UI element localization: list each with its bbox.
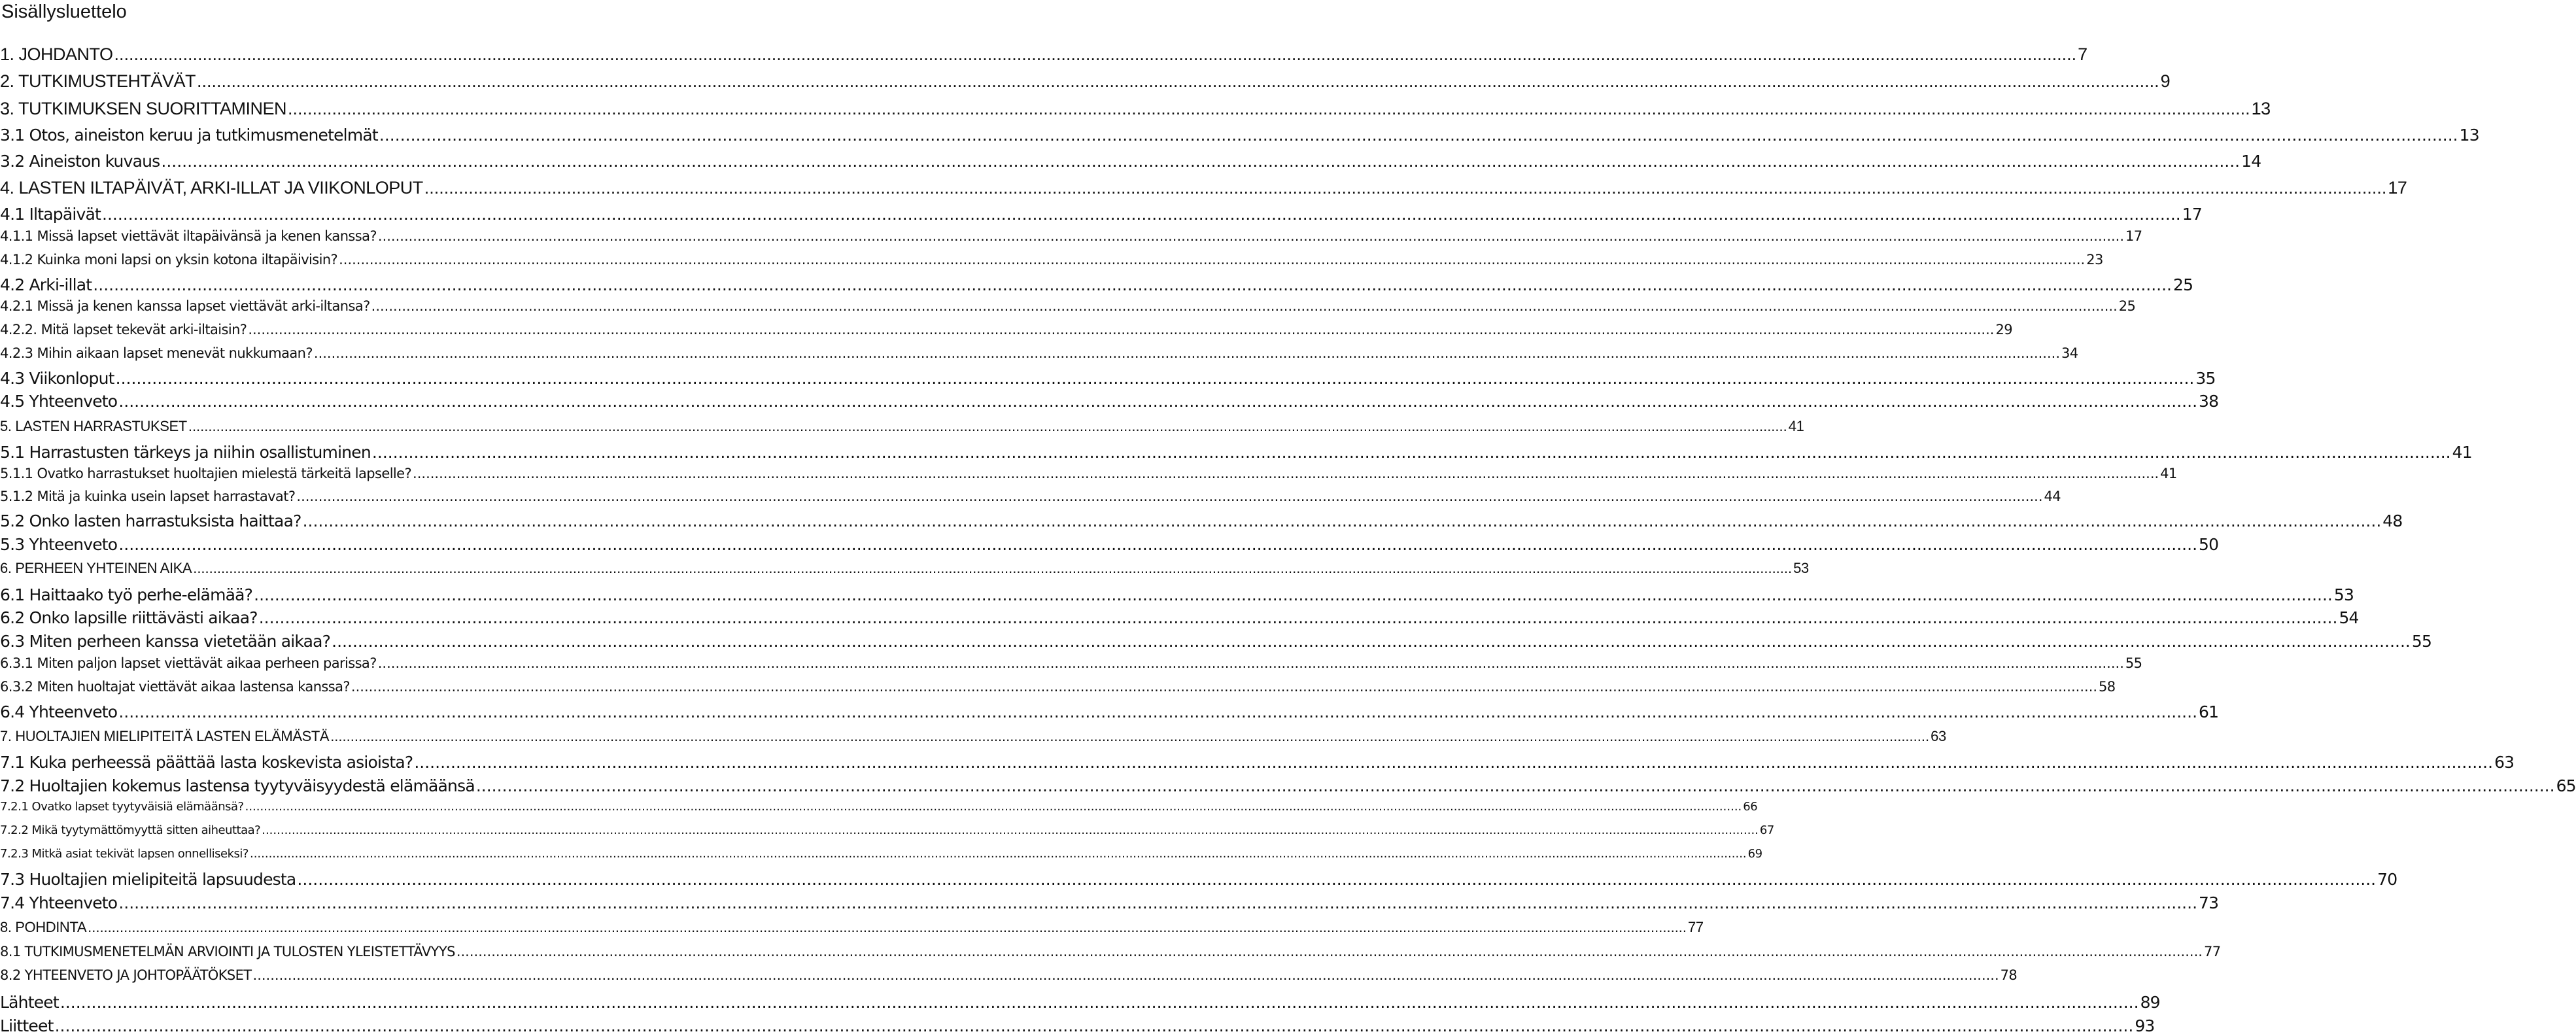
toc-entry-label: 5.2 Onko lasten harrastuksista haittaa?: [0, 511, 301, 530]
dot-leader: ................................................................................................................................................................................................................................................................................................................................................................................................................: [245, 800, 1742, 814]
toc-entry-page-number: 41: [2452, 443, 2472, 462]
toc-entry-label: 4.2.2. Mitä lapset tekevät arki-iltaisin?: [0, 322, 247, 337]
toc-entry[interactable]: [0, 893, 2219, 912]
toc-entry-label: 7.1 Kuka perheessä päättää lasta koskevista asioista?: [0, 753, 413, 772]
dot-leader: ................................................................................................................................................................................................................................................................................................................................................................................................................: [88, 919, 1687, 935]
dot-leader: ................................................................................................................................................................................................................................................................................................................................................................................................................: [102, 205, 2181, 224]
toc-entry-label: 4.2.1 Missä ja kenen kanssa lapset viettävät arki-iltansa?: [0, 298, 370, 314]
dot-leader: ................................................................................................................................................................................................................................................................................................................................................................................................................: [288, 99, 2250, 118]
toc-entry[interactable]: [0, 535, 2219, 554]
dot-leader: ................................................................................................................................................................................................................................................................................................................................................................................................................: [351, 679, 2098, 695]
toc-entry-page-number: 29: [1995, 322, 2012, 337]
toc-entry-label: 3.1 Otos, aineiston keruu ja tutkimusmenetelmät: [0, 126, 378, 145]
toc-entry[interactable]: [0, 919, 1704, 936]
toc-entry-label: 7.3 Huoltajien mielipiteitä lapsuudesta: [0, 870, 296, 889]
toc-entry-label: 4.5 Yhteenveto: [0, 392, 118, 411]
dot-leader: ................................................................................................................................................................................................................................................................................................................................................................................................................: [114, 44, 2077, 64]
toc-entry[interactable]: [0, 44, 2087, 65]
toc-entry-label: Liitteet: [0, 1016, 54, 1035]
toc-entry-page-number: 55: [2125, 655, 2142, 671]
dot-leader: ................................................................................................................................................................................................................................................................................................................................................................................................................: [161, 152, 2241, 171]
toc-entry-page-number: 34: [2061, 345, 2078, 361]
dot-leader: ................................................................................................................................................................................................................................................................................................................................................................................................................: [414, 753, 2494, 772]
toc-entry-label: 7.2.2 Mikä tyytymättömyyttä sitten aiheuttaa?: [0, 823, 261, 837]
toc-entry-page-number: 63: [1931, 728, 1946, 744]
toc-entry-page-number: 63: [2494, 753, 2515, 772]
page-title: Sisällysluettelo: [1, 1, 127, 22]
toc-entry[interactable]: [0, 944, 2221, 959]
toc-entry[interactable]: [0, 322, 2012, 337]
dot-leader: ................................................................................................................................................................................................................................................................................................................................................................................................................: [302, 511, 2382, 530]
toc-entry[interactable]: [0, 753, 2515, 772]
dot-leader: ................................................................................................................................................................................................................................................................................................................................................................................................................: [330, 728, 1930, 744]
toc-entry-label: 5.1.1 Ovatko harrastukset huoltajien mielestä tärkeitä lapselle?: [0, 466, 412, 481]
toc-entry-label: 6. PERHEEN YHTEINEN AIKA: [0, 560, 192, 576]
toc-entry-page-number: 7: [2078, 44, 2087, 64]
toc-entry[interactable]: [0, 776, 2576, 795]
dot-leader: ................................................................................................................................................................................................................................................................................................................................................................................................................: [424, 178, 2387, 198]
toc-entry-page-number: 17: [2125, 228, 2142, 244]
dot-leader: ................................................................................................................................................................................................................................................................................................................................................................................................................: [254, 585, 2333, 604]
toc-entry-label: 6.3.1 Miten paljon lapset viettävät aikaa perheen parissa?: [0, 655, 377, 671]
toc-entry-label: 8. POHDINTA: [0, 919, 87, 935]
toc-entry-label: 7. HUOLTAJIEN MIELIPITEITÄ LASTEN ELÄMÄSTÄ: [0, 728, 330, 744]
toc-entry-label: 2. TUTKIMUSTEHTÄVÄT: [0, 71, 196, 91]
toc-entry-label: 4.2 Arki-illat: [0, 275, 92, 294]
toc-entry-label: 3.2 Aineiston kuvaus: [0, 152, 160, 171]
toc-entry-label: 8.1 TUTKIMUSMENETELMÄN ARVIOINTI JA TULOSTEN YLEISTETTÄVYYS: [0, 944, 455, 959]
toc-entry-page-number: 65: [2556, 776, 2576, 795]
toc-entry[interactable]: [0, 702, 2219, 721]
dot-leader: ................................................................................................................................................................................................................................................................................................................................................................................................................: [379, 126, 2458, 145]
toc-entry[interactable]: [0, 71, 2171, 92]
toc-entry-page-number: 53: [1793, 560, 1809, 576]
toc-entry-page-number: 77: [1688, 919, 1704, 935]
toc-entry-page-number: 93: [2135, 1016, 2155, 1035]
toc-entry-page-number: 25: [2173, 275, 2193, 294]
toc-entry-page-number: 89: [2140, 993, 2160, 1012]
toc-entry-label: 6.4 Yhteenveto: [0, 702, 118, 721]
toc-entry[interactable]: [0, 1016, 2155, 1035]
dot-leader: ................................................................................................................................................................................................................................................................................................................................................................................................................: [313, 345, 2061, 361]
toc-entry-label: 4. LASTEN ILTAPÄIVÄT, ARKI-ILLAT JA VIIKONLOPUT: [0, 178, 423, 198]
dot-leader: ................................................................................................................................................................................................................................................................................................................................................................................................................: [118, 535, 2198, 554]
toc-entry-label: 5.1 Harrastusten tärkeys ja niihin osallistuminen: [0, 443, 371, 462]
dot-leader: ................................................................................................................................................................................................................................................................................................................................................................................................................: [413, 466, 2159, 481]
toc-entry[interactable]: [0, 369, 2216, 388]
toc-entry[interactable]: [0, 418, 1804, 435]
dot-leader: ................................................................................................................................................................................................................................................................................................................................................................................................................: [248, 322, 1995, 337]
toc-entry[interactable]: [0, 608, 2359, 627]
toc-entry-label: 5.3 Yhteenveto: [0, 535, 118, 554]
toc-entry[interactable]: [0, 178, 2407, 198]
toc-entry[interactable]: [0, 392, 2219, 411]
toc-entry-label: 4.3 Viikonloput: [0, 369, 114, 388]
toc-entry[interactable]: [0, 489, 2061, 504]
toc-entry-page-number: 78: [2000, 967, 2018, 983]
toc-entry[interactable]: [0, 993, 2160, 1012]
toc-entry[interactable]: [0, 298, 2136, 314]
toc-entry[interactable]: [0, 800, 1758, 814]
dot-leader: ................................................................................................................................................................................................................................................................................................................................................................................................................: [371, 298, 2118, 314]
dot-leader: ................................................................................................................................................................................................................................................................................................................................................................................................................: [456, 944, 2203, 959]
dot-leader: ................................................................................................................................................................................................................................................................................................................................................................................................................: [377, 655, 2124, 671]
dot-leader: ................................................................................................................................................................................................................................................................................................................................................................................................................: [371, 443, 2451, 462]
toc-entry-label: 3. TUTKIMUKSEN SUORITTAMINEN: [0, 99, 287, 118]
toc-entry-label: 7.2 Huoltajien kokemus lastensa tyytyväisyydestä elämäänsä: [0, 776, 475, 795]
dot-leader: ................................................................................................................................................................................................................................................................................................................................................................................................................: [332, 632, 2411, 651]
toc-entry[interactable]: [0, 823, 1774, 837]
toc-entry-page-number: 55: [2411, 632, 2432, 651]
toc-entry-page-number: 17: [2388, 178, 2407, 198]
toc-entry-label: 4.1.2 Kuinka moni lapsi on yksin kotona iltapäivisin?: [0, 252, 338, 268]
dot-leader: ................................................................................................................................................................................................................................................................................................................................................................................................................: [377, 228, 2125, 244]
dot-leader: ................................................................................................................................................................................................................................................................................................................................................................................................................: [118, 392, 2198, 411]
toc-entry[interactable]: [0, 870, 2397, 889]
toc-entry-page-number: 48: [2382, 511, 2403, 530]
toc-entry-label: 7.2.1 Ovatko lapset tyytyväisiä elämäänsä?: [0, 800, 244, 814]
toc-entry[interactable]: [0, 443, 2472, 462]
dot-leader: ................................................................................................................................................................................................................................................................................................................................................................................................................: [249, 847, 1747, 861]
toc-entry-label: 7.2.3 Mitkä asiat tekivät lapsen onnelliseksi?: [0, 847, 249, 861]
dot-leader: ................................................................................................................................................................................................................................................................................................................................................................................................................: [297, 870, 2377, 889]
toc-entry-label: 7.4 Yhteenveto: [0, 893, 118, 912]
toc-entry[interactable]: [0, 632, 2432, 651]
toc-entry[interactable]: [0, 275, 2193, 294]
toc-entry-page-number: 9: [2160, 71, 2171, 91]
dot-leader: ................................................................................................................................................................................................................................................................................................................................................................................................................: [252, 967, 1999, 983]
dot-leader: ................................................................................................................................................................................................................................................................................................................................................................................................................: [188, 418, 1787, 434]
toc-entry[interactable]: [0, 560, 1809, 577]
toc-entry[interactable]: [0, 152, 2261, 171]
toc-entry-page-number: 69: [1747, 847, 1762, 861]
toc-entry[interactable]: [0, 655, 2142, 671]
toc-entry-page-number: 54: [2339, 608, 2359, 627]
toc-entry-page-number: 77: [2203, 944, 2221, 959]
toc-entry-label: 4.1.1 Missä lapset viettävät iltapäivänsä ja kenen kanssa?: [0, 228, 377, 244]
toc-entry-label: 6.2 Onko lapsille riittävästi aikaa?: [0, 608, 258, 627]
dot-leader: ................................................................................................................................................................................................................................................................................................................................................................................................................: [296, 489, 2043, 504]
toc-entry-page-number: 41: [2160, 466, 2177, 481]
toc-entry-label: 4.1 Iltapäivät: [0, 205, 101, 224]
toc-entry-label: 5. LASTEN HARRASTUKSET: [0, 418, 187, 434]
toc-entry-label: 4.2.3 Mihin aikaan lapset menevät nukkumaan?: [0, 345, 313, 361]
toc-entry[interactable]: [0, 728, 1946, 745]
toc-entry[interactable]: [0, 345, 2078, 361]
toc-entry[interactable]: [0, 511, 2403, 530]
toc-entry-page-number: 14: [2241, 152, 2261, 171]
dot-leader: ................................................................................................................................................................................................................................................................................................................................................................................................................: [339, 252, 2086, 268]
toc-entry-label: Lähteet: [0, 993, 59, 1012]
toc-entry-label: 6.3 Miten perheen kanssa vietetään aikaa?: [0, 632, 331, 651]
toc-entry-page-number: 41: [1788, 418, 1804, 434]
dot-leader: ................................................................................................................................................................................................................................................................................................................................................................................................................: [197, 71, 2159, 91]
toc-entry-page-number: 50: [2199, 535, 2219, 554]
toc-entry-page-number: 25: [2118, 298, 2136, 314]
toc-entry-page-number: 73: [2199, 893, 2219, 912]
dot-leader: ................................................................................................................................................................................................................................................................................................................................................................................................................: [193, 560, 1793, 576]
toc-entry-page-number: 38: [2199, 392, 2219, 411]
toc-entry[interactable]: [0, 252, 2103, 268]
toc-entry[interactable]: [0, 847, 1762, 861]
toc-entry-label: 6.3.2 Miten huoltajat viettävät aikaa lastensa kanssa?: [0, 679, 350, 695]
toc-entry[interactable]: [0, 585, 2354, 604]
toc-entry-page-number: 13: [2251, 99, 2271, 118]
dot-leader: ................................................................................................................................................................................................................................................................................................................................................................................................................: [118, 893, 2198, 912]
toc-entry[interactable]: [0, 205, 2202, 224]
toc-entry-label: 1. JOHDANTO: [0, 44, 113, 64]
toc-entry-page-number: 44: [2044, 489, 2061, 504]
dot-leader: ................................................................................................................................................................................................................................................................................................................................................................................................................: [262, 823, 1759, 837]
toc-entry-label: 8.2 YHTEENVETO JA JOHTOPÄÄTÖKSET: [0, 967, 252, 983]
toc-entry-page-number: 58: [2099, 679, 2116, 695]
dot-leader: ................................................................................................................................................................................................................................................................................................................................................................................................................: [258, 608, 2338, 627]
dot-leader: ................................................................................................................................................................................................................................................................................................................................................................................................................: [475, 776, 2555, 795]
toc-entry[interactable]: [0, 466, 2177, 481]
toc-entry[interactable]: [0, 679, 2116, 695]
toc-entry[interactable]: [0, 228, 2142, 244]
dot-leader: ................................................................................................................................................................................................................................................................................................................................................................................................................: [54, 1016, 2134, 1035]
toc-entry-page-number: 53: [2333, 585, 2354, 604]
toc-entry-page-number: 17: [2182, 205, 2202, 224]
toc-entry[interactable]: [0, 967, 2018, 983]
toc-entry-label: 5.1.2 Mitä ja kuinka usein lapset harrastavat?: [0, 489, 296, 504]
toc-entry-page-number: 67: [1759, 823, 1774, 837]
dot-leader: ................................................................................................................................................................................................................................................................................................................................................................................................................: [115, 369, 2195, 388]
toc-entry-page-number: 70: [2377, 870, 2397, 889]
toc-entry-page-number: 35: [2195, 369, 2216, 388]
toc-entry-page-number: 66: [1743, 800, 1758, 814]
toc-entry-page-number: 61: [2199, 702, 2219, 721]
dot-leader: ................................................................................................................................................................................................................................................................................................................................................................................................................: [93, 275, 2172, 294]
toc-entry[interactable]: [0, 126, 2479, 145]
toc-entry-label: 6.1 Haittaako työ perhe-elämää?: [0, 585, 253, 604]
toc-entry[interactable]: [0, 99, 2271, 119]
toc-entry-page-number: 13: [2459, 126, 2479, 145]
dot-leader: ................................................................................................................................................................................................................................................................................................................................................................................................................: [118, 702, 2198, 721]
toc-entry-page-number: 23: [2086, 252, 2103, 268]
dot-leader: ................................................................................................................................................................................................................................................................................................................................................................................................................: [60, 993, 2139, 1012]
